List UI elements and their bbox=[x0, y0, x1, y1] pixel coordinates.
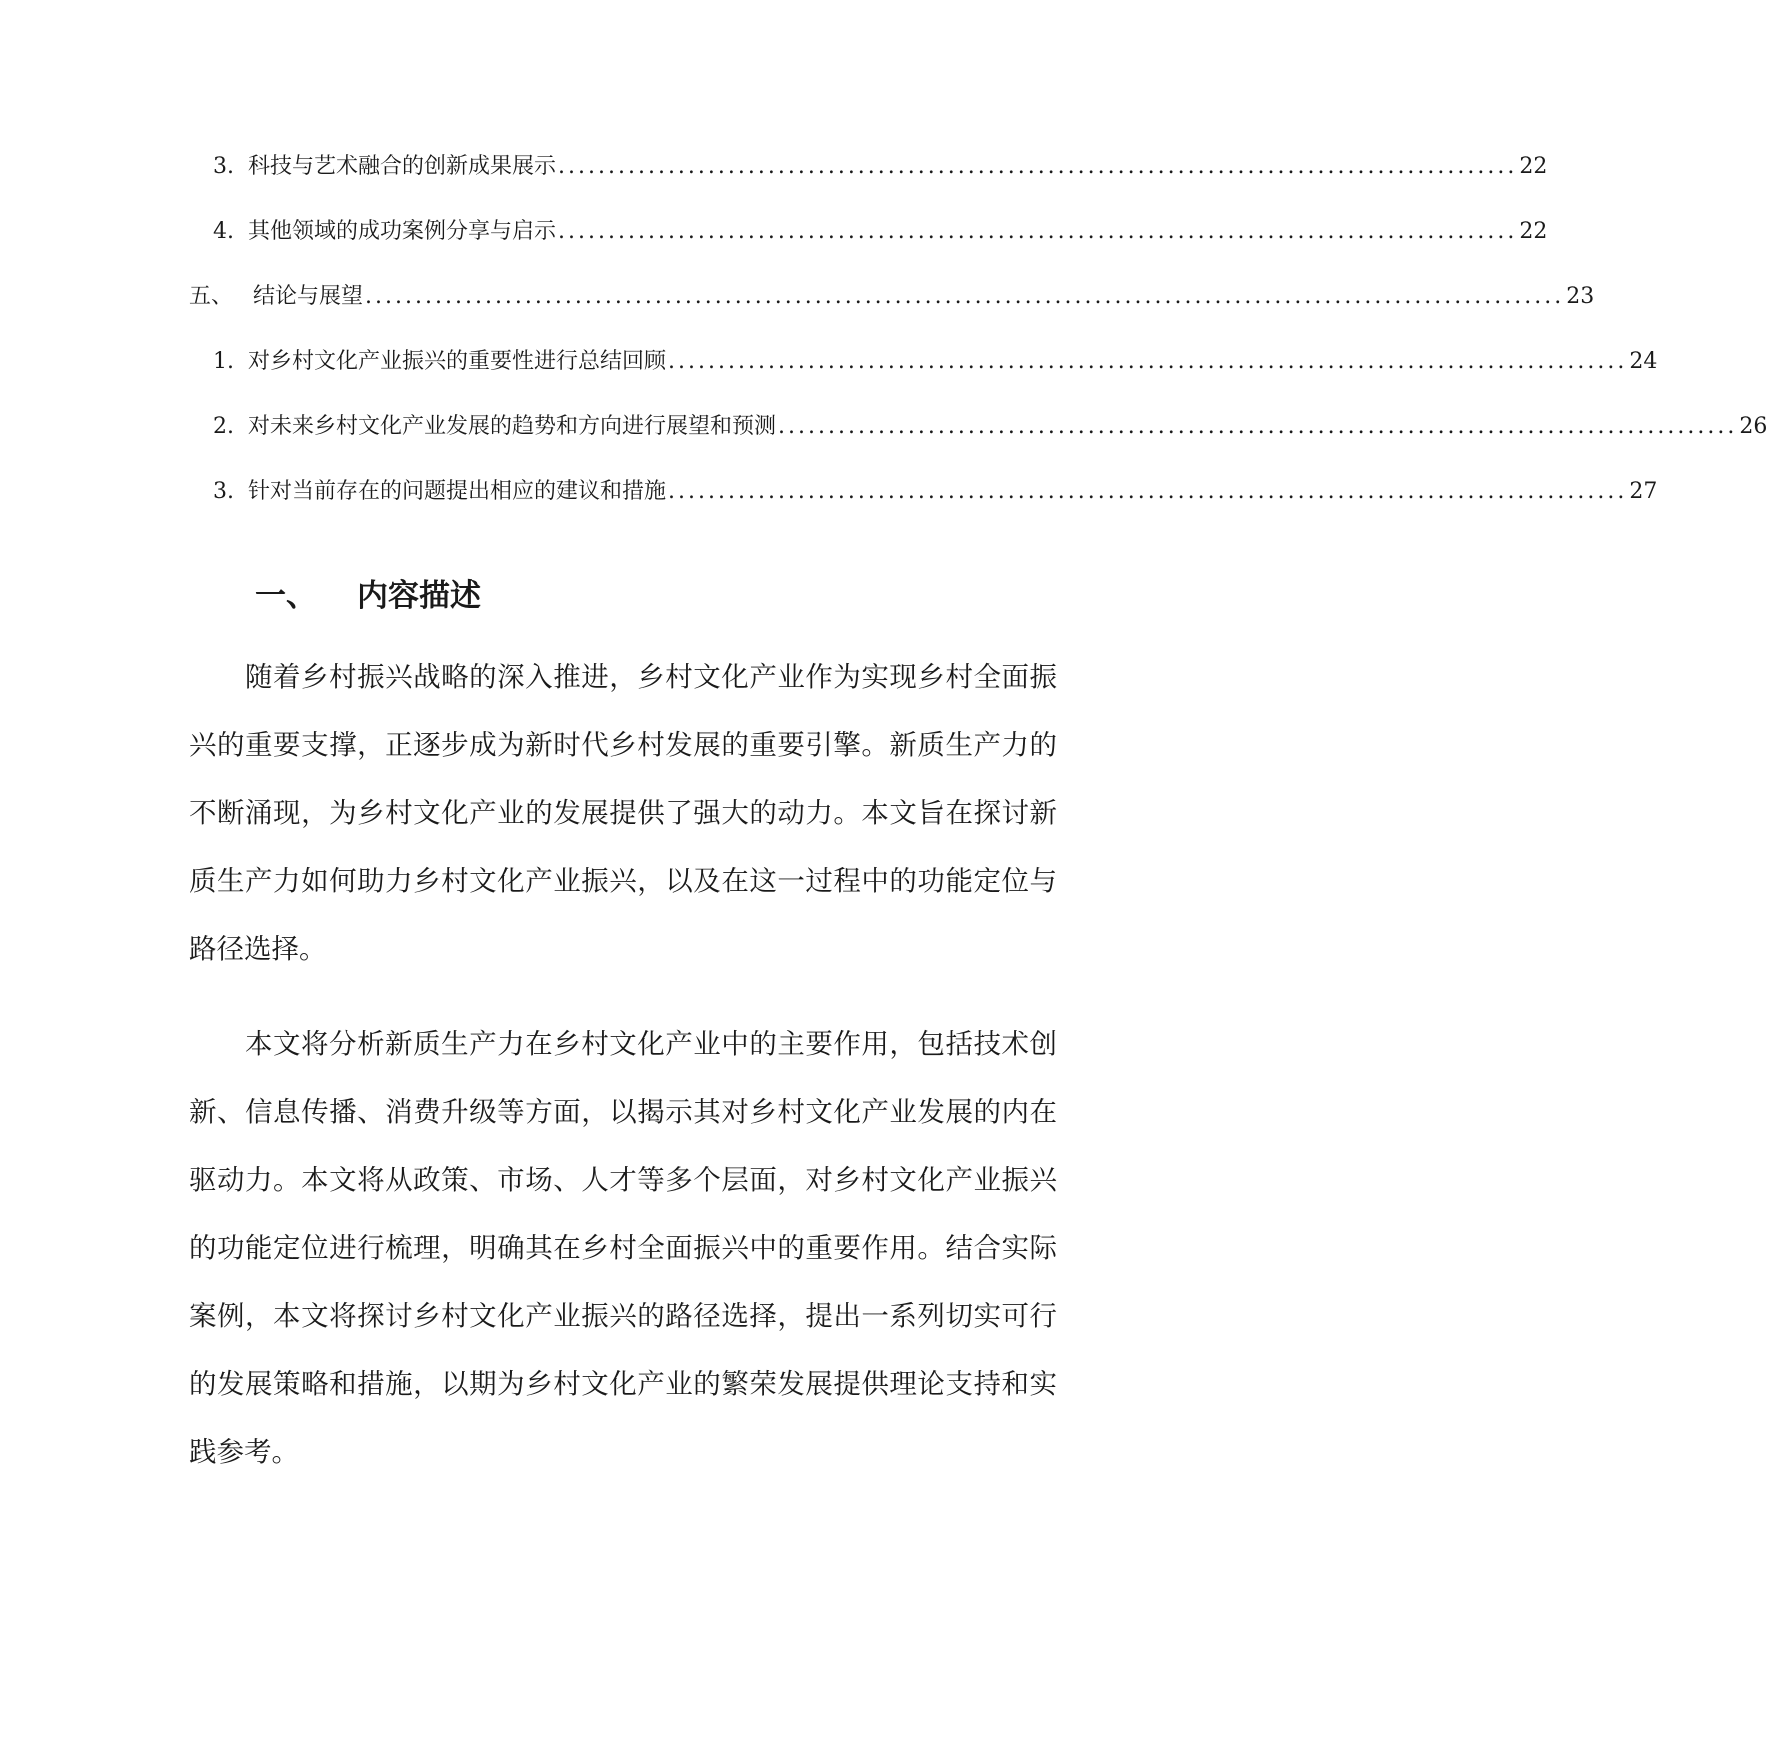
toc-dot-leader: ................................................................................................ bbox=[668, 349, 1628, 374]
toc-entry-number: 3. bbox=[213, 154, 234, 179]
toc-entry-page: 27 bbox=[1629, 479, 1658, 504]
toc-entry-title: 科技与艺术融合的创新成果展示 bbox=[248, 154, 557, 179]
toc-entry-number: 1. bbox=[213, 349, 234, 374]
toc-dot-leader: ................................................................................................ bbox=[558, 219, 1518, 244]
toc-entry-number: 3. bbox=[213, 479, 234, 504]
toc-dot-leader: ................................................................................................ bbox=[778, 414, 1738, 439]
toc-entry[interactable] bbox=[189, 277, 1595, 317]
toc-entry-page: 26 bbox=[1739, 414, 1767, 439]
toc-entry-title: 对未来乡村文化产业发展的趋势和方向进行展望和预测 bbox=[248, 414, 777, 439]
toc-entry-number: 4. bbox=[213, 219, 234, 244]
toc-entry-page: 22 bbox=[1519, 219, 1548, 244]
toc-entry[interactable] bbox=[213, 407, 1767, 447]
toc-entry-number: 五、 bbox=[189, 284, 234, 309]
toc-entry-page: 24 bbox=[1629, 349, 1658, 374]
toc-entry[interactable] bbox=[213, 212, 1548, 252]
toc-dot-leader: ................................................................................................ bbox=[558, 154, 1518, 179]
toc-entry-page: 23 bbox=[1566, 284, 1595, 309]
body-paragraph: 本文将分析新质生产力在乡村文化产业中的主要作用，包括技术创新、信息传播、消费升级等方面，以揭示其对乡村文化产业发展的内在驱动力。本文将从政策、市场、人才等多个层面，对乡村文化产业振兴的功能定位进行梳理，明确其在乡村全面振兴中的重要作用。结合实际案例，本文将探讨乡村文化产业振兴的路径选择，提出一系列切实可行的发展策略和措施，以期为乡村文化产业的繁荣发展提供理论支持和实践参考。 bbox=[189, 1028, 1057, 1468]
toc-entry-page: 22 bbox=[1519, 154, 1548, 179]
toc-entry-title: 对乡村文化产业振兴的重要性进行总结回顾 bbox=[248, 349, 667, 374]
section-number: 一、 bbox=[255, 578, 317, 614]
toc-dot-leader: ................................................................................................ bbox=[668, 479, 1628, 504]
toc-entry-title: 针对当前存在的问题提出相应的建议和措施 bbox=[248, 479, 667, 504]
toc-entry[interactable] bbox=[213, 472, 1658, 512]
toc-entry-title: 其他领域的成功案例分享与启示 bbox=[248, 219, 557, 244]
toc-dot-leader: ........................................................................................................................ bbox=[365, 284, 1565, 309]
body-paragraph: 随着乡村振兴战略的深入推进，乡村文化产业作为实现乡村全面振兴的重要支撑，正逐步成为新时代乡村发展的重要引擎。新质生产力的不断涌现，为乡村文化产业的发展提供了强大的动力。本文旨在探讨新质生产力如何助力乡村文化产业振兴，以及在这一过程中的功能定位与路径选择。 bbox=[189, 661, 1057, 965]
section-heading bbox=[255, 568, 481, 624]
toc-entry[interactable] bbox=[213, 147, 1548, 187]
toc-entry-number: 2. bbox=[213, 414, 234, 439]
toc-entry[interactable] bbox=[213, 342, 1658, 382]
section-title: 内容描述 bbox=[357, 578, 481, 614]
toc-entry-title: 结论与展望 bbox=[253, 284, 364, 309]
